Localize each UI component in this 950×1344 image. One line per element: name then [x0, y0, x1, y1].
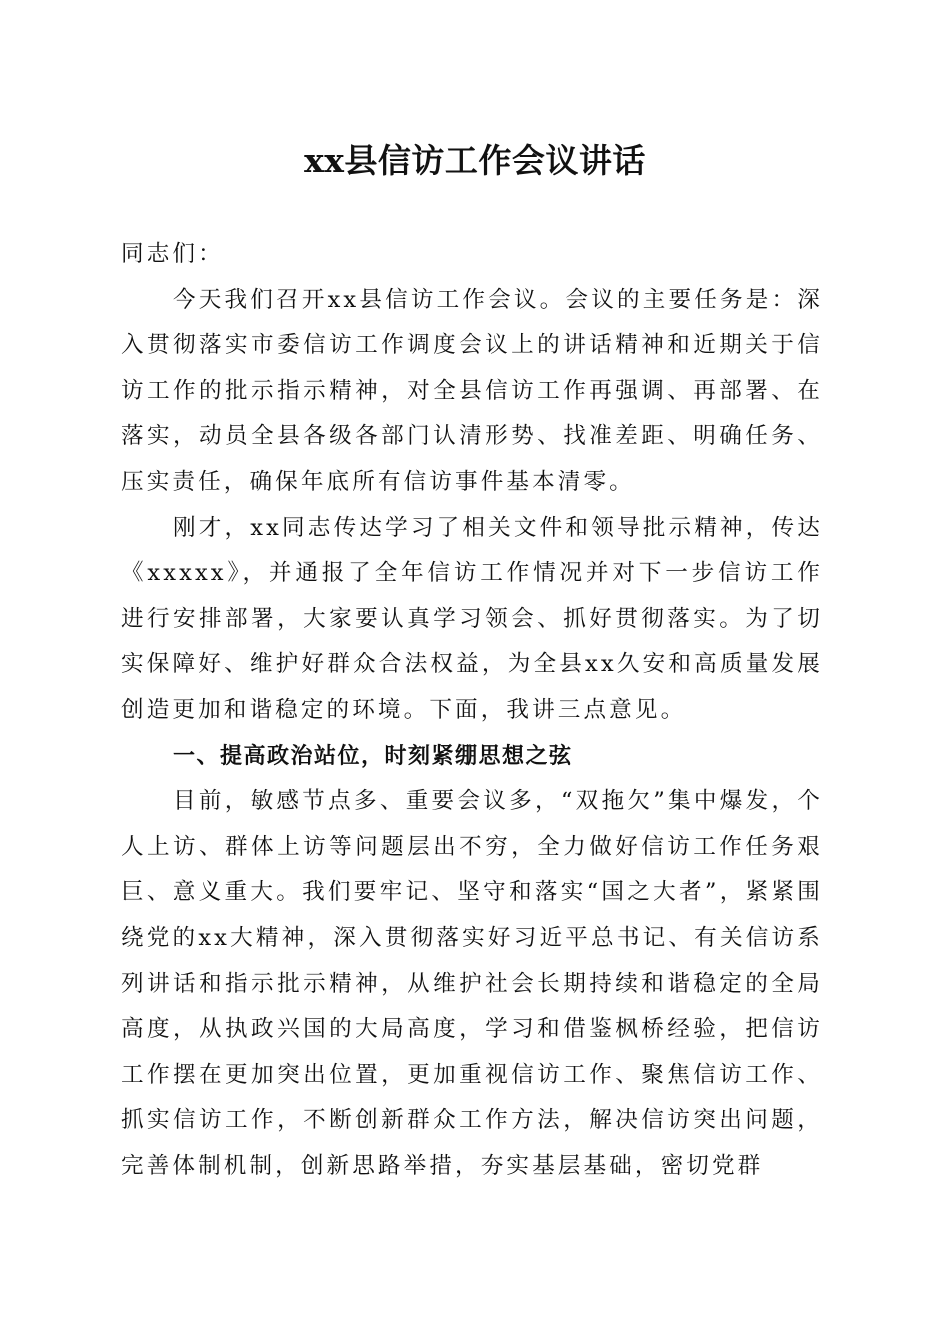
section-heading: 一、提高政治站位，时刻紧绷思想之弦	[173, 743, 573, 769]
document-body	[121, 232, 823, 1189]
document-title: xx县信访工作会议讲话	[304, 141, 646, 180]
section-paragraph-1: 目前，敏感节点多、重要会议多，“双拖欠”集中爆发，个人上访、群体上访等问题层出不穷，全力做好信访工作任务艰巨、意义重大。我们要牢记、坚守和落实“国之大者”，紧紧围绕党的xx大精神，深入贯彻落实好习近平总书记、有关信访系列讲话和指示批示精神，从维护社会长期持续和谐稳定的全局高度，从执政兴国的大局高度，学习和借鉴枫桥经验，把信访工作摆在更加突出位置，更加重视信访工作、聚焦信访工作、抓实信访工作，不断创新群众工作方法，解决信访突出问题，完善体制机制，创新思路举措，夯实基层基础，密切党群	[121, 788, 823, 1179]
paragraph-1: 今天我们召开xx县信访工作会议。会议的主要任务是：深入贯彻落实市委信访工作调度会议上的讲话精神和近期关于信访工作的批示指示精神，对全县信访工作再强调、再部署、在落实，动员全县各级各部门认清形势、找准差距、明确任务、压实责任，确保年底所有信访事件基本清零。	[121, 286, 823, 495]
greeting: 同志们：	[121, 241, 224, 267]
paragraph-2: 刚才，xx同志传达学习了相关文件和领导批示精神，传达《xxxxx》，并通报了全年信访工作情况并对下一步信访工作进行安排部署，大家要认真学习领会、抓好贯彻落实。为了切实保障好、维护好群众合法权益，为全县xx久安和高质量发展创造更加和谐稳定的环境。下面，我讲三点意见。	[121, 514, 823, 723]
